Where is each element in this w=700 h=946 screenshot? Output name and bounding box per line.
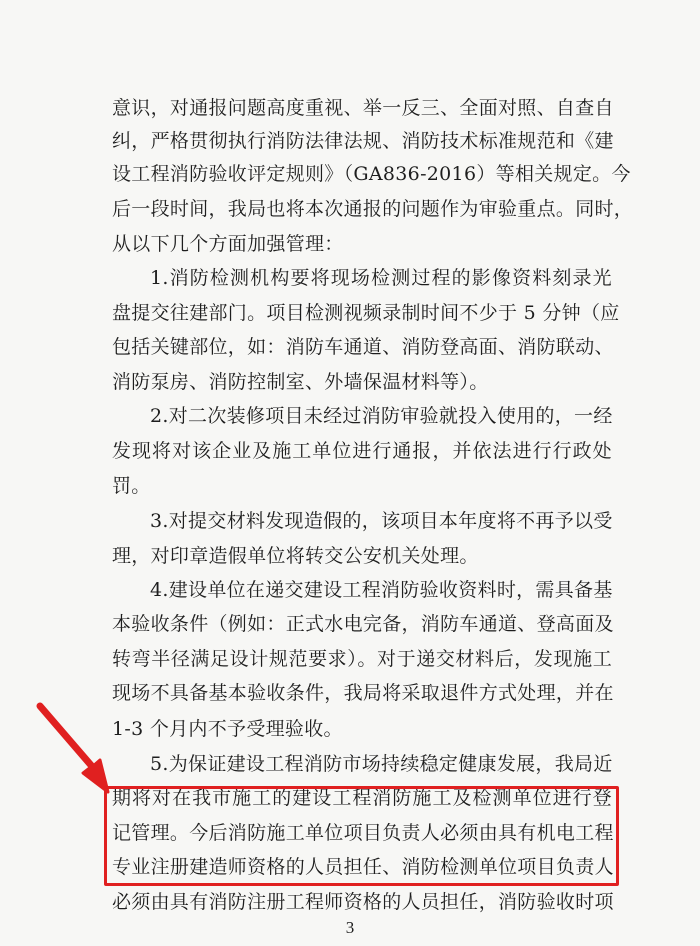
text-line: 后一段时间，我局也将本次通报的问题作为审验重点。同时， <box>112 198 634 220</box>
text-line: 1-3 个月内不予受理验收。 <box>112 718 343 740</box>
text-line: 意识，对通报问题高度重视、举一反三、全面对照、自查自 <box>112 97 614 119</box>
text-line: 专业注册建造师资格的人员担任、消防检测单位项目负责人 <box>112 856 614 878</box>
text-line: 消防泵房、消防控制室、外墙保温材料等）。 <box>112 371 489 393</box>
list-item-5-line: 5.为保证建设工程消防市场持续稳定健康发展，我局近 <box>150 753 613 775</box>
text-line: 发现将对该企业及施工单位进行通报，并依法进行行政处 <box>112 440 612 462</box>
text-line: 本验收条件（例如：正式水电完备，消防车通道、登高面及 <box>112 613 614 635</box>
list-item-4-line: 4.建设单位在递交建设工程消防验收资料时，需具备基 <box>150 579 613 601</box>
text-line: 期将对在我市施工的建设工程消防施工及检测单位进行登 <box>112 787 612 809</box>
page-number: 3 <box>345 918 355 937</box>
text-line: 盘提交往建部门。项目检测视频录制时间不少于 5 分钟（应 <box>112 302 620 324</box>
text-line: 罚。 <box>112 475 151 497</box>
highlight-box <box>104 786 619 886</box>
text-line: 从以下几个方面加强管理： <box>112 233 344 255</box>
list-item-2-line: 2.对二次装修项目未经过消防审验就投入使用的，一经 <box>150 405 613 427</box>
text-line: 必须由具有消防注册工程师资格的人员担任，消防验收时项 <box>112 891 614 913</box>
list-item-1-line: 1.消防检测机构要将现场检测过程的影像资料刻录光 <box>150 267 612 289</box>
text-line: 理，对印章造假单位将转交公安机关处理。 <box>112 545 479 567</box>
text-line: 现场不具备基本验收条件，我局将采取退件方式处理，并在 <box>112 682 614 704</box>
text-line: 设工程消防验收评定规则》（GA836-2016）等相关规定。今 <box>112 163 631 185</box>
text-line: 记管理。今后消防施工单位项目负责人必须由具有机电工程 <box>112 822 614 844</box>
text-line: 转弯半径满足设计规范要求）。对于递交材料后，发现施工 <box>112 648 612 670</box>
text-line: 包括关键部位，如：消防车通道、消防登高面、消防联动、 <box>112 336 614 358</box>
text-line: 纠，严格贯彻执行消防法律法规、消防技术标准规范和《建 <box>112 130 614 152</box>
list-item-3-line: 3.对提交材料发现造假的，该项目本年度将不再予以受 <box>150 510 613 532</box>
